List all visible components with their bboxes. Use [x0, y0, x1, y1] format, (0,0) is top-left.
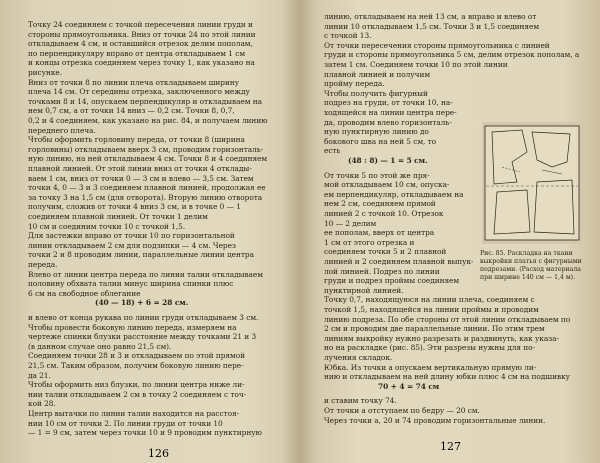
text-line: Юбка. Из точки а опускаем вертикальную прямую ли- — [324, 362, 537, 372]
text-line: линией и 2 соединяем плавной выпук- — [324, 257, 474, 266]
text-line: Чтобы получить фигурный — [324, 88, 428, 98]
text-line: — 1 = 9 см, затем через точки 10 и 9 проводим пунктирную — [28, 428, 262, 438]
text-line: От точки 5 по этой же пря- — [324, 170, 430, 180]
text-line: 1 см от этого отрезка и — [324, 237, 415, 247]
text-line: ную пунктирную линию до — [324, 127, 429, 137]
text-line: Чтобы оформить горловину переда, от точки 8 (ширина — [28, 135, 245, 145]
text-line: пройму переда. — [324, 79, 385, 89]
text-line: линии 10 откладываем 1,5 см. Точки 3 и 1,5 соединяем — [324, 21, 540, 31]
page-number-left: 126 — [148, 447, 169, 460]
text-line: 10 см и соединим точки 10 с точкой 1,5. — [28, 221, 186, 231]
text-line: 0,2 и 4 соединяем, как указано на рис. 84, и получаем линию — [28, 116, 268, 125]
text-line: получим, сложив от точки 4 вниз 3 см, и в точке 0 — 1 — [28, 202, 241, 212]
text-line: плавной линией и получим — [324, 69, 431, 79]
text-line: Чтобы провести боковую линию переда, измеряем на — [28, 322, 237, 332]
text-line: 10 — 2 делим — [324, 218, 377, 228]
text-line: Вниз от точки 8 по линии плеча откладываем ширину — [28, 77, 240, 87]
text-line: по перпендикуляру вправо от центра откладываем 1 см — [28, 48, 246, 58]
text-line: груди и стороны прямоугольника 5 см, делим отрезок пополам, а — [324, 50, 580, 60]
text-line: 2 см и проводим две параллельные линии. По этим трем — [324, 324, 545, 334]
text-line: точкой 1,5, находящейся на линии проймы и проводим — [324, 305, 539, 314]
text-line: соединяем точки 5 и 2 плавной — [324, 247, 447, 257]
text-line: чертеже спинки блузки расстояние между точками 21 и 3 — [28, 332, 257, 342]
text-line: кой 28. — [28, 399, 56, 409]
text-line: переда. — [28, 260, 58, 269]
text-line: стороны прямоугольника. Вниз от точки 24 по этой линии — [28, 29, 256, 39]
text-line: мой откладываем 10 см, опуска- — [324, 180, 450, 190]
text-line: линии откладываем 2 см для подзипки — 4 см. Через — [28, 240, 236, 250]
text-line: Точку 24 соединяем с точкой пересечения линии груди и — [28, 20, 253, 29]
text-line: Точку 0,7, находящуюся на линии плеча, соединяем с — [324, 295, 535, 305]
text-line: линиям выкройку нужно разрезать и раздвинуть, как указа- — [324, 333, 559, 343]
text-line: да 21. — [28, 370, 51, 380]
text-line: плеча 14 см. От середины отрезка, заключенного между — [28, 87, 250, 97]
text-line: 70 + 4 = 74 см — [378, 381, 440, 391]
text-line: и концы отрезка соединяем через точку 1, как указано на — [28, 58, 255, 68]
text-line: ную линию, на ней откладываем 4 см. Точки 8 и 4 соединяем — [28, 154, 268, 164]
text-line: лой линией. Подрез по линии — [324, 266, 440, 276]
text-line: соединяем плавной линией. От точки 1 делим — [28, 212, 208, 221]
text-line: нии 10 см от точки 2. По линии груди от точки 10 — [28, 418, 223, 428]
figure-caption: Рис. 85. Раскладка на ткани выкройки платья с фигурными подрезами. (Расход материала при ширине 140 см — 1,4 м). — [480, 250, 582, 281]
layout-figure — [482, 122, 582, 244]
text-line: рисунке. — [28, 68, 63, 77]
text-line: Для застежки вправо от точки 10 по горизонтальной — [28, 231, 235, 241]
text-line: линию подреза. По обе стороны от этой линии откладываем по — [324, 314, 571, 324]
text-line: половину обхвата талии минус ширина спинки плюс — [28, 279, 234, 289]
text-line: есть — [324, 146, 341, 156]
text-line: нию и откладываем на ней длину юбки плюс 4 см на подшивку — [324, 372, 570, 382]
text-line: 6 см на свободное облегание — [28, 288, 141, 298]
text-line: От точки пересечения стороны прямоугольника с линией — [324, 40, 550, 50]
page-number-right: 127 — [440, 440, 461, 453]
text-line: груди и подрез проймы соединяем — [324, 276, 460, 286]
text-line: линией 2 с точкой 10. Отрезок — [324, 209, 444, 218]
text-line: да, проводим влево горизонталь- — [324, 117, 452, 127]
text-line: 21,5 см. Таким образом, получим боковую линию пере- — [28, 361, 244, 370]
text-line: нем 2 см, соединяем прямой — [324, 199, 436, 209]
text-line: плавной линией. От этой линии вниз от точки 4 отклады- — [28, 164, 252, 173]
text-line: точки 2 и 8 проводим линии, параллельные линии центра — [28, 250, 254, 260]
text-line: Влево от линии центра переда по линии талии откладываем — [28, 269, 263, 279]
text-line: линию, откладываем на ней 13 см, а вправо и влево от — [324, 12, 537, 21]
text-line: точки 4, 0 — 3 и 3 соединяем плавной линией, продолжая ее — [28, 183, 266, 193]
text-line: нем 0,7 см, а от точки 14 вниз — 0,2 см. Точки 8, 0,7, — [28, 106, 235, 116]
text-line: (40 — 18) + 6 = 28 см. — [95, 298, 189, 308]
text-line: за точку 3 на 1,5 см (для отворота). Вторую линию отворота — [28, 192, 263, 202]
text-line: переднего плеча. — [28, 125, 96, 135]
text-line: Соединяем точки 28 и 3 и откладываем по этой прямой — [28, 351, 245, 361]
text-line: ее пополам, вверх от центра — [324, 228, 435, 238]
text-line: откладываем 4 см, и оставшийся отрезок делим пополам, — [28, 39, 253, 49]
text-line: (в данном случае оно равно 21,5 см). — [28, 341, 172, 351]
text-line: горловины) откладываем вверх 3 см, проводим горизонталь- — [28, 144, 264, 154]
text-line: но на раскладке (рис. 85). Эти разрезы нужны для по- — [324, 343, 535, 353]
text-line: и ставим точку 74. — [324, 396, 397, 406]
text-line: (48 : 8) — 1 = 5 см. — [348, 156, 428, 165]
text-line: ходящейся на линии центра пере- — [324, 108, 457, 117]
text-line: пунктирной линией. — [324, 285, 404, 295]
text-line: нии талии откладываем 2 см в точку 2 соединяем с точ- — [28, 389, 247, 399]
text-line: точками 8 и 14, опускаем перпендикуляр и откладываем на — [28, 96, 262, 106]
text-line: ваем 1 см, вниз от точки 0 — 3 см и влево — 3,5 см. Затем — [28, 173, 254, 183]
text-line: затем 1 см. Соединяем точки 10 по этой линии — [324, 60, 508, 69]
text-line: Через точки а, 20 и 74 проводим горизонтальные линии. — [324, 415, 546, 425]
text-line: Центр вытачки по линии талии находится на расстоя- — [28, 409, 240, 418]
text-line: ем перпендикуляр, откладываем на — [324, 189, 464, 199]
text-line: лучения складок. — [324, 353, 393, 362]
text-line: От точки а отступаем по бедру — 20 см. — [324, 406, 480, 415]
text-line: подрез на груди, от точки 10, на- — [324, 98, 453, 108]
text-line: бокового шва на ней 5 см, то — [324, 136, 437, 146]
text-line: и влево от конца рукава по линии груди откладываем 3 см. — [28, 313, 259, 322]
text-line: Чтобы оформить низ блузки, по линии центра ниже ли- — [28, 380, 245, 390]
text-line: с точкой 13. — [324, 31, 372, 41]
